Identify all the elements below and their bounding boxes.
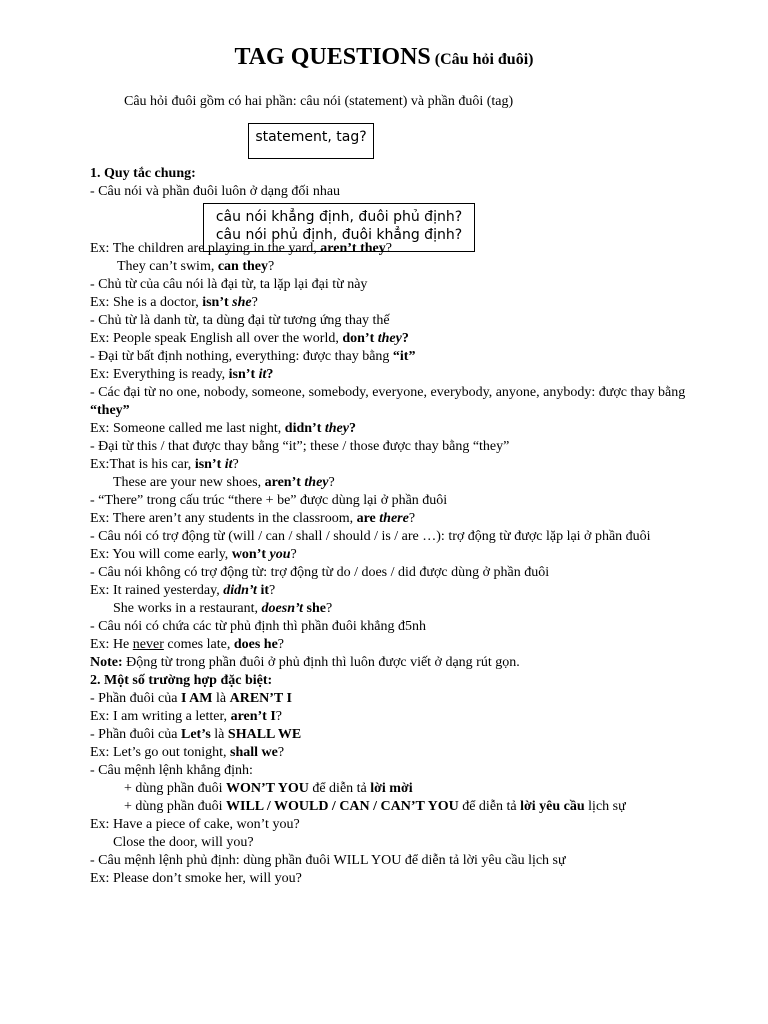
example-line: Ex: Someone called me last night, didn’t they? (90, 421, 356, 436)
rule-box: câu nói khẳng định, đuôi phủ định? câu nói phủ định, đuôi khẳng định? (203, 203, 475, 252)
rule-line: - Câu nói có trợ động từ (will / can / shall / should / is / are …): trợ động từ được lặp lại ở phần đuôi (90, 529, 651, 544)
rule-subitem: + dùng phần đuôi WILL / WOULD / CAN / CAN’T YOU để diễn tả lời yêu cầu lịch sự (124, 799, 626, 814)
rule-line: - Các đại từ no one, nobody, someone, somebody, everyone, everybody, anyone, anybody: được thay bằng “they” (90, 385, 686, 418)
rule-line: - Phần đuôi của I AM là AREN’T I (90, 691, 292, 706)
document-body (90, 165, 690, 888)
example-line: She works in a restaurant, doesn’t she? (113, 601, 333, 616)
title-sub: (Câu hỏi đuôi) (434, 51, 534, 68)
example-line: Ex: You will come early, won’t you? (90, 547, 297, 562)
rule-line: - Câu mệnh lệnh khẳng định: (90, 763, 253, 778)
example-line: Close the door, will you? (113, 835, 254, 850)
rule-line: - Chủ từ của câu nói là đại từ, ta lặp lại đại từ này (90, 277, 368, 292)
rule-subitem: + dùng phần đuôi WON’T YOU để diễn tả lời mời (124, 781, 413, 796)
rule-line: - Câu nói có chứa các từ phủ định thì phần đuôi khẳng đ5nh (90, 619, 426, 634)
example-line: Ex: Everything is ready, isn’t it? (90, 367, 274, 382)
rule-line: - Câu mệnh lệnh phủ định: dùng phần đuôi WILL YOU để diễn tả lời yêu cầu lịch sự (90, 853, 566, 868)
section-1-heading: 1. Quy tắc chung: (90, 166, 196, 181)
example-line: Ex: She is a doctor, isn’t she? (90, 295, 258, 310)
rule-line: - Đại từ bất định nothing, everything: được thay bằng “it” (90, 349, 416, 364)
example-line: Ex: The children are playing in the yard, aren’t they? (90, 241, 392, 256)
intro-text: Câu hỏi đuôi gồm có hai phần: câu nói (statement) và phần đuôi (tag) (124, 94, 514, 109)
example-line: Ex: Let’s go out tonight, shall we? (90, 745, 285, 760)
example-line: Ex: There aren’t any students in the classroom, are there? (90, 511, 416, 526)
page-title (0, 44, 768, 71)
example-line: Ex: Please don’t smoke her, will you? (90, 871, 302, 886)
example-line: They can’t swim, can they? (117, 259, 275, 274)
example-line: Ex:That is his car, isn’t it? (90, 457, 239, 472)
rule-line: - Phần đuôi của Let’s là SHALL WE (90, 727, 302, 742)
rule-line: - Câu nói không có trợ động từ: trợ động từ do / does / did được dùng ở phần đuôi (90, 565, 550, 580)
example-line: Ex: It rained yesterday, didn’t it? (90, 583, 276, 598)
statement-tag-box: statement, tag? (248, 123, 374, 159)
note-line: Note: Động từ trong phần đuôi ở phủ định thì luôn được viết ở dạng rút gọn. (90, 655, 520, 670)
section-2-heading: 2. Một số trường hợp đặc biệt: (90, 673, 273, 688)
example-line: Ex: I am writing a letter, aren’t I? (90, 709, 283, 724)
example-line: Ex: People speak English all over the world, don’t they? (90, 331, 409, 346)
example-line: Ex: He never comes late, does he? (90, 637, 285, 652)
box-spacer (90, 201, 690, 240)
rule-line: - Chủ từ là danh từ, ta dùng đại từ tương ứng thay thế (90, 313, 390, 328)
rule-line: - Đại từ this / that được thay bằng “it”; these / those được thay bằng “they” (90, 439, 510, 454)
example-line: These are your new shoes, aren’t they? (113, 475, 335, 490)
example-line: Ex: Have a piece of cake, won’t you? (90, 817, 300, 832)
title-main: TAG QUESTIONS (234, 44, 431, 70)
rule-line: - Câu nói và phần đuôi luôn ở dạng đối nhau (90, 184, 341, 199)
rule-line: - “There” trong cấu trúc “there + be” được dùng lại ở phần đuôi (90, 493, 448, 508)
